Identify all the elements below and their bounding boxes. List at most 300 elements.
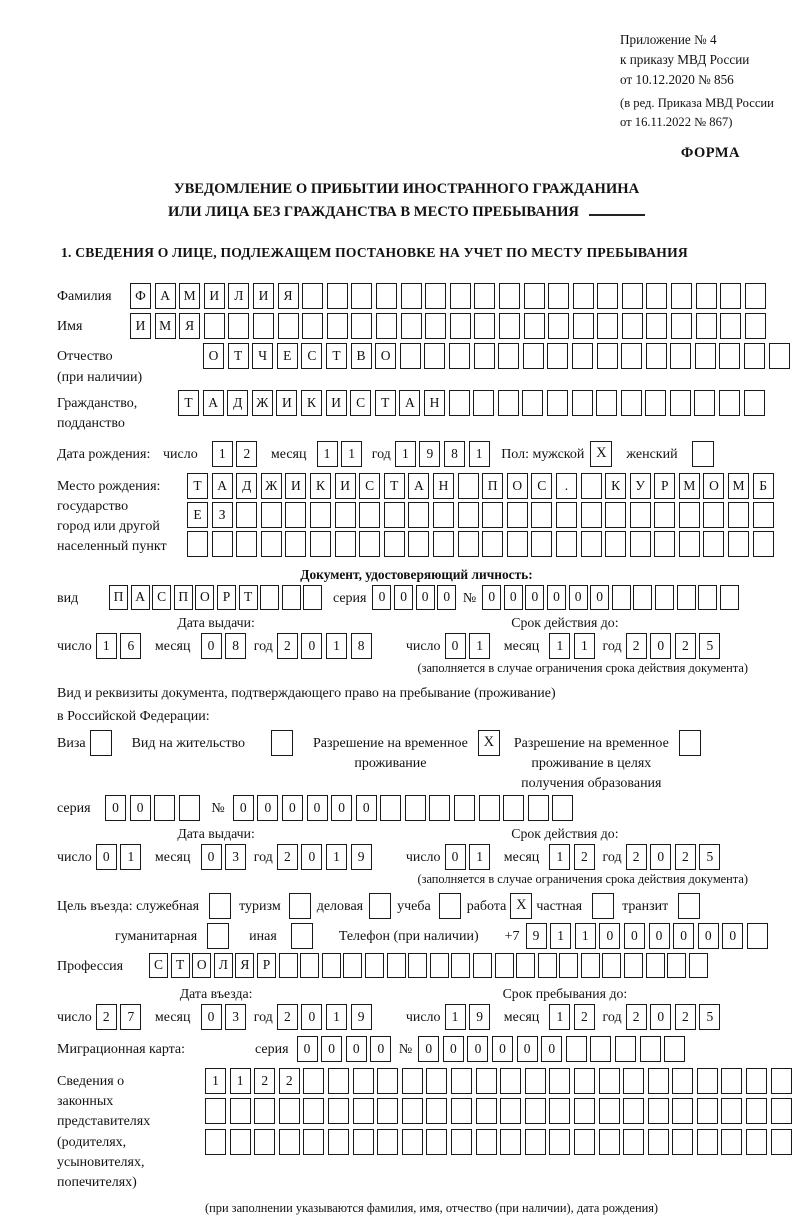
- form-cell[interactable]: [473, 953, 492, 978]
- form-cell[interactable]: [581, 531, 602, 557]
- form-cell[interactable]: [549, 1129, 570, 1155]
- form-cell[interactable]: [408, 953, 427, 978]
- form-cell[interactable]: [353, 1129, 374, 1155]
- form-cell[interactable]: 7: [120, 1004, 141, 1030]
- form-cell[interactable]: Т: [171, 953, 190, 978]
- form-cell[interactable]: [630, 502, 651, 528]
- form-cell[interactable]: 1: [549, 844, 570, 870]
- form-cell[interactable]: 1: [575, 923, 596, 949]
- form-cell[interactable]: О: [192, 953, 211, 978]
- form-cell[interactable]: [482, 502, 503, 528]
- form-cell[interactable]: 0: [525, 585, 544, 610]
- form-cell[interactable]: [548, 313, 569, 339]
- form-cell[interactable]: [615, 1036, 636, 1062]
- form-cell[interactable]: [549, 1068, 570, 1094]
- form-cell[interactable]: [623, 1068, 644, 1094]
- form-cell[interactable]: Ж: [252, 390, 273, 416]
- form-cell[interactable]: Я: [278, 283, 299, 309]
- form-cell[interactable]: 0: [301, 1004, 322, 1030]
- form-cell[interactable]: [302, 313, 323, 339]
- form-cell[interactable]: 8: [351, 633, 372, 659]
- form-cell[interactable]: [549, 1098, 570, 1124]
- form-cell[interactable]: [721, 1068, 742, 1094]
- form-cell[interactable]: [377, 1129, 398, 1155]
- form-cell[interactable]: [612, 585, 631, 610]
- form-cell[interactable]: [574, 1129, 595, 1155]
- form-cell[interactable]: 0: [257, 795, 278, 821]
- form-cell[interactable]: 0: [370, 1036, 391, 1062]
- form-cell[interactable]: [522, 390, 543, 416]
- form-cell[interactable]: [679, 502, 700, 528]
- form-cell[interactable]: [602, 953, 621, 978]
- form-cell[interactable]: [476, 1098, 497, 1124]
- checkbox-official[interactable]: [209, 893, 231, 919]
- form-cell[interactable]: 0: [297, 1036, 318, 1062]
- form-cell[interactable]: [744, 343, 765, 369]
- form-cell[interactable]: [405, 795, 426, 821]
- form-cell[interactable]: [703, 531, 724, 557]
- form-cell[interactable]: [500, 1098, 521, 1124]
- form-cell[interactable]: 0: [301, 633, 322, 659]
- form-cell[interactable]: [771, 1129, 792, 1155]
- form-cell[interactable]: [671, 283, 692, 309]
- form-cell[interactable]: [279, 1129, 300, 1155]
- form-cell[interactable]: [696, 283, 717, 309]
- form-cell[interactable]: [454, 795, 475, 821]
- form-cell[interactable]: [335, 531, 356, 557]
- form-cell[interactable]: [474, 313, 495, 339]
- form-cell[interactable]: 0: [443, 1036, 464, 1062]
- form-cell[interactable]: [670, 390, 691, 416]
- form-cell[interactable]: [524, 283, 545, 309]
- form-cell[interactable]: [499, 283, 520, 309]
- form-cell[interactable]: [482, 531, 503, 557]
- form-cell[interactable]: [621, 390, 642, 416]
- form-cell[interactable]: [597, 313, 618, 339]
- form-cell[interactable]: 2: [279, 1068, 300, 1094]
- form-cell[interactable]: [720, 283, 741, 309]
- form-cell[interactable]: 1: [550, 923, 571, 949]
- form-cell[interactable]: И: [130, 313, 151, 339]
- form-cell[interactable]: 0: [517, 1036, 538, 1062]
- form-cell[interactable]: И: [285, 473, 306, 499]
- form-cell[interactable]: 8: [225, 633, 246, 659]
- form-cell[interactable]: 0: [599, 923, 620, 949]
- form-cell[interactable]: [746, 1098, 767, 1124]
- form-cell[interactable]: [458, 502, 479, 528]
- form-cell[interactable]: 0: [590, 585, 609, 610]
- form-cell[interactable]: У: [630, 473, 651, 499]
- form-cell[interactable]: 0: [673, 923, 694, 949]
- form-cell[interactable]: [402, 1129, 423, 1155]
- form-cell[interactable]: 2: [626, 1004, 647, 1030]
- form-cell[interactable]: 0: [233, 795, 254, 821]
- form-cell[interactable]: 0: [201, 844, 222, 870]
- form-cell[interactable]: [450, 313, 471, 339]
- form-cell[interactable]: [335, 502, 356, 528]
- form-cell[interactable]: [654, 531, 675, 557]
- form-cell[interactable]: 0: [418, 1036, 439, 1062]
- form-cell[interactable]: [154, 795, 175, 821]
- form-cell[interactable]: [279, 1098, 300, 1124]
- form-cell[interactable]: [351, 313, 372, 339]
- form-cell[interactable]: 2: [574, 844, 595, 870]
- form-cell[interactable]: [473, 390, 494, 416]
- form-cell[interactable]: [556, 502, 577, 528]
- form-cell[interactable]: [351, 283, 372, 309]
- form-cell[interactable]: [548, 283, 569, 309]
- form-cell[interactable]: 5: [699, 633, 720, 659]
- form-cell[interactable]: 0: [201, 633, 222, 659]
- form-cell[interactable]: [696, 313, 717, 339]
- form-cell[interactable]: М: [155, 313, 176, 339]
- checkbox-private[interactable]: [592, 893, 614, 919]
- form-cell[interactable]: [458, 531, 479, 557]
- form-cell[interactable]: [254, 1098, 275, 1124]
- form-cell[interactable]: Е: [187, 502, 208, 528]
- form-cell[interactable]: 9: [469, 1004, 490, 1030]
- form-cell[interactable]: [328, 1098, 349, 1124]
- form-cell[interactable]: 2: [626, 633, 647, 659]
- form-cell[interactable]: И: [276, 390, 297, 416]
- form-cell[interactable]: [745, 313, 766, 339]
- form-cell[interactable]: 0: [722, 923, 743, 949]
- form-cell[interactable]: [260, 585, 279, 610]
- form-cell[interactable]: [400, 343, 421, 369]
- form-cell[interactable]: [622, 313, 643, 339]
- form-cell[interactable]: 1: [341, 441, 362, 467]
- form-cell[interactable]: [503, 795, 524, 821]
- form-cell[interactable]: [359, 531, 380, 557]
- form-cell[interactable]: 6: [120, 633, 141, 659]
- form-cell[interactable]: М: [679, 473, 700, 499]
- form-cell[interactable]: 0: [569, 585, 588, 610]
- form-cell[interactable]: А: [131, 585, 150, 610]
- form-cell[interactable]: [205, 1129, 226, 1155]
- form-cell[interactable]: [697, 1068, 718, 1094]
- form-cell[interactable]: 2: [277, 1004, 298, 1030]
- form-cell[interactable]: [621, 343, 642, 369]
- form-cell[interactable]: [449, 390, 470, 416]
- form-cell[interactable]: [720, 585, 739, 610]
- form-cell[interactable]: [261, 502, 282, 528]
- form-cell[interactable]: [282, 585, 301, 610]
- form-cell[interactable]: 0: [650, 1004, 671, 1030]
- form-cell[interactable]: Е: [277, 343, 298, 369]
- form-cell[interactable]: 0: [331, 795, 352, 821]
- form-cell[interactable]: 2: [675, 633, 696, 659]
- form-cell[interactable]: [187, 531, 208, 557]
- form-cell[interactable]: 9: [526, 923, 547, 949]
- form-cell[interactable]: [728, 531, 749, 557]
- form-cell[interactable]: [769, 343, 790, 369]
- checkbox-temp-residence[interactable]: X: [478, 730, 500, 756]
- form-cell[interactable]: [498, 390, 519, 416]
- form-cell[interactable]: [261, 531, 282, 557]
- form-cell[interactable]: Б: [753, 473, 774, 499]
- form-cell[interactable]: Р: [257, 953, 276, 978]
- form-cell[interactable]: [451, 953, 470, 978]
- form-cell[interactable]: [495, 953, 514, 978]
- form-cell[interactable]: 1: [96, 633, 117, 659]
- form-cell[interactable]: [671, 313, 692, 339]
- form-cell[interactable]: 8: [444, 441, 465, 467]
- form-cell[interactable]: [624, 953, 643, 978]
- form-cell[interactable]: К: [605, 473, 626, 499]
- form-cell[interactable]: [630, 531, 651, 557]
- form-cell[interactable]: 0: [201, 1004, 222, 1030]
- form-cell[interactable]: 0: [130, 795, 151, 821]
- form-cell[interactable]: [426, 1068, 447, 1094]
- form-cell[interactable]: [596, 390, 617, 416]
- form-cell[interactable]: П: [109, 585, 128, 610]
- form-cell[interactable]: [622, 283, 643, 309]
- form-cell[interactable]: З: [212, 502, 233, 528]
- form-cell[interactable]: С: [531, 473, 552, 499]
- form-cell[interactable]: [328, 1068, 349, 1094]
- form-cell[interactable]: [689, 953, 708, 978]
- form-cell[interactable]: Ф: [130, 283, 151, 309]
- form-cell[interactable]: [721, 1129, 742, 1155]
- form-cell[interactable]: 0: [492, 1036, 513, 1062]
- form-cell[interactable]: Ч: [252, 343, 273, 369]
- form-cell[interactable]: [623, 1129, 644, 1155]
- form-cell[interactable]: В: [351, 343, 372, 369]
- form-cell[interactable]: 0: [445, 844, 466, 870]
- checkbox-tourism[interactable]: [289, 893, 311, 919]
- form-cell[interactable]: [695, 343, 716, 369]
- checkbox-visa[interactable]: [90, 730, 112, 756]
- form-cell[interactable]: [771, 1068, 792, 1094]
- form-cell[interactable]: [528, 795, 549, 821]
- form-cell[interactable]: 1: [574, 633, 595, 659]
- form-cell[interactable]: 3: [225, 844, 246, 870]
- form-cell[interactable]: [254, 1129, 275, 1155]
- form-cell[interactable]: [547, 343, 568, 369]
- form-cell[interactable]: [599, 1129, 620, 1155]
- form-cell[interactable]: [303, 1098, 324, 1124]
- form-cell[interactable]: [376, 313, 397, 339]
- form-cell[interactable]: [310, 502, 331, 528]
- form-cell[interactable]: О: [195, 585, 214, 610]
- form-cell[interactable]: [646, 343, 667, 369]
- form-cell[interactable]: 0: [547, 585, 566, 610]
- form-cell[interactable]: 0: [416, 585, 435, 610]
- form-cell[interactable]: [365, 953, 384, 978]
- form-cell[interactable]: [640, 1036, 661, 1062]
- form-cell[interactable]: [402, 1068, 423, 1094]
- form-cell[interactable]: А: [212, 473, 233, 499]
- form-cell[interactable]: .: [556, 473, 577, 499]
- form-cell[interactable]: [648, 1068, 669, 1094]
- form-cell[interactable]: [507, 502, 528, 528]
- form-cell[interactable]: [524, 313, 545, 339]
- form-cell[interactable]: П: [174, 585, 193, 610]
- form-cell[interactable]: [302, 283, 323, 309]
- form-cell[interactable]: [327, 313, 348, 339]
- form-cell[interactable]: [327, 283, 348, 309]
- form-cell[interactable]: [654, 502, 675, 528]
- form-cell[interactable]: [744, 390, 765, 416]
- form-cell[interactable]: [574, 1068, 595, 1094]
- form-cell[interactable]: [531, 531, 552, 557]
- form-cell[interactable]: 0: [96, 844, 117, 870]
- form-cell[interactable]: Л: [214, 953, 233, 978]
- form-cell[interactable]: К: [301, 390, 322, 416]
- checkbox-transit[interactable]: [678, 893, 700, 919]
- form-cell[interactable]: М: [179, 283, 200, 309]
- form-cell[interactable]: [376, 283, 397, 309]
- form-cell[interactable]: [746, 1129, 767, 1155]
- form-cell[interactable]: 1: [326, 1004, 347, 1030]
- form-cell[interactable]: 1: [395, 441, 416, 467]
- form-cell[interactable]: 0: [321, 1036, 342, 1062]
- checkbox-work[interactable]: X: [510, 893, 532, 919]
- form-cell[interactable]: [745, 283, 766, 309]
- form-cell[interactable]: П: [482, 473, 503, 499]
- form-cell[interactable]: [402, 1098, 423, 1124]
- form-cell[interactable]: [384, 502, 405, 528]
- form-cell[interactable]: [285, 531, 306, 557]
- form-cell[interactable]: [300, 953, 319, 978]
- form-cell[interactable]: [479, 795, 500, 821]
- form-cell[interactable]: 0: [356, 795, 377, 821]
- form-cell[interactable]: [230, 1098, 251, 1124]
- checkbox-business[interactable]: [369, 893, 391, 919]
- form-cell[interactable]: [525, 1098, 546, 1124]
- form-cell[interactable]: [597, 283, 618, 309]
- form-cell[interactable]: [401, 283, 422, 309]
- form-cell[interactable]: 2: [675, 844, 696, 870]
- form-cell[interactable]: [425, 313, 446, 339]
- form-cell[interactable]: 2: [254, 1068, 275, 1094]
- form-cell[interactable]: 0: [372, 585, 391, 610]
- form-cell[interactable]: 1: [212, 441, 233, 467]
- form-cell[interactable]: [538, 953, 557, 978]
- form-cell[interactable]: [500, 1129, 521, 1155]
- form-cell[interactable]: [646, 953, 665, 978]
- form-cell[interactable]: А: [203, 390, 224, 416]
- form-cell[interactable]: [359, 502, 380, 528]
- form-cell[interactable]: 0: [624, 923, 645, 949]
- form-cell[interactable]: [672, 1068, 693, 1094]
- form-cell[interactable]: [303, 585, 322, 610]
- form-cell[interactable]: [566, 1036, 587, 1062]
- form-cell[interactable]: С: [350, 390, 371, 416]
- form-cell[interactable]: 0: [650, 844, 671, 870]
- form-cell[interactable]: [433, 531, 454, 557]
- form-cell[interactable]: [499, 313, 520, 339]
- form-cell[interactable]: [451, 1129, 472, 1155]
- form-cell[interactable]: [547, 390, 568, 416]
- form-cell[interactable]: [525, 1068, 546, 1094]
- form-cell[interactable]: 1: [549, 1004, 570, 1030]
- form-cell[interactable]: 2: [277, 633, 298, 659]
- form-cell[interactable]: Я: [235, 953, 254, 978]
- checkbox-male[interactable]: X: [590, 441, 612, 467]
- form-cell[interactable]: С: [359, 473, 380, 499]
- form-cell[interactable]: 0: [282, 795, 303, 821]
- form-cell[interactable]: 0: [649, 923, 670, 949]
- form-cell[interactable]: [322, 953, 341, 978]
- form-cell[interactable]: И: [335, 473, 356, 499]
- form-cell[interactable]: [303, 1068, 324, 1094]
- form-cell[interactable]: [694, 390, 715, 416]
- form-cell[interactable]: [697, 1098, 718, 1124]
- form-cell[interactable]: 1: [230, 1068, 251, 1094]
- form-cell[interactable]: О: [375, 343, 396, 369]
- form-cell[interactable]: [720, 313, 741, 339]
- form-cell[interactable]: [498, 343, 519, 369]
- checkbox-other[interactable]: [291, 923, 313, 949]
- form-cell[interactable]: [253, 313, 274, 339]
- form-cell[interactable]: [728, 502, 749, 528]
- form-cell[interactable]: 0: [482, 585, 501, 610]
- form-cell[interactable]: 1: [469, 844, 490, 870]
- form-cell[interactable]: [228, 313, 249, 339]
- form-cell[interactable]: [581, 953, 600, 978]
- form-cell[interactable]: [204, 313, 225, 339]
- form-cell[interactable]: [458, 473, 479, 499]
- form-cell[interactable]: М: [728, 473, 749, 499]
- form-cell[interactable]: 0: [346, 1036, 367, 1062]
- form-cell[interactable]: [648, 1129, 669, 1155]
- form-cell[interactable]: Я: [179, 313, 200, 339]
- form-cell[interactable]: [474, 343, 495, 369]
- form-cell[interactable]: К: [310, 473, 331, 499]
- form-cell[interactable]: [581, 473, 602, 499]
- form-cell[interactable]: [597, 343, 618, 369]
- form-cell[interactable]: 1: [445, 1004, 466, 1030]
- form-cell[interactable]: А: [399, 390, 420, 416]
- form-cell[interactable]: [279, 953, 298, 978]
- form-cell[interactable]: [677, 585, 696, 610]
- form-cell[interactable]: [451, 1068, 472, 1094]
- form-cell[interactable]: [552, 795, 573, 821]
- form-cell[interactable]: [697, 1129, 718, 1155]
- form-cell[interactable]: [523, 343, 544, 369]
- form-cell[interactable]: [343, 953, 362, 978]
- form-cell[interactable]: И: [204, 283, 225, 309]
- form-cell[interactable]: 0: [504, 585, 523, 610]
- form-cell[interactable]: [574, 1098, 595, 1124]
- form-cell[interactable]: [401, 313, 422, 339]
- form-cell[interactable]: 1: [326, 633, 347, 659]
- form-cell[interactable]: [605, 502, 626, 528]
- form-cell[interactable]: 0: [394, 585, 413, 610]
- checkbox-humanitarian[interactable]: [207, 923, 229, 949]
- form-cell[interactable]: 1: [326, 844, 347, 870]
- form-cell[interactable]: [581, 502, 602, 528]
- form-cell[interactable]: [310, 531, 331, 557]
- form-cell[interactable]: [449, 343, 470, 369]
- checkbox-female[interactable]: [692, 441, 714, 467]
- form-cell[interactable]: 9: [351, 844, 372, 870]
- form-cell[interactable]: 5: [699, 1004, 720, 1030]
- form-cell[interactable]: Ж: [261, 473, 282, 499]
- checkbox-study[interactable]: [439, 893, 461, 919]
- form-cell[interactable]: [426, 1098, 447, 1124]
- form-cell[interactable]: [573, 283, 594, 309]
- form-cell[interactable]: [623, 1098, 644, 1124]
- form-cell[interactable]: [328, 1129, 349, 1155]
- form-cell[interactable]: [425, 283, 446, 309]
- form-cell[interactable]: [753, 531, 774, 557]
- form-cell[interactable]: [605, 531, 626, 557]
- form-cell[interactable]: [599, 1098, 620, 1124]
- form-cell[interactable]: [698, 585, 717, 610]
- form-cell[interactable]: Т: [375, 390, 396, 416]
